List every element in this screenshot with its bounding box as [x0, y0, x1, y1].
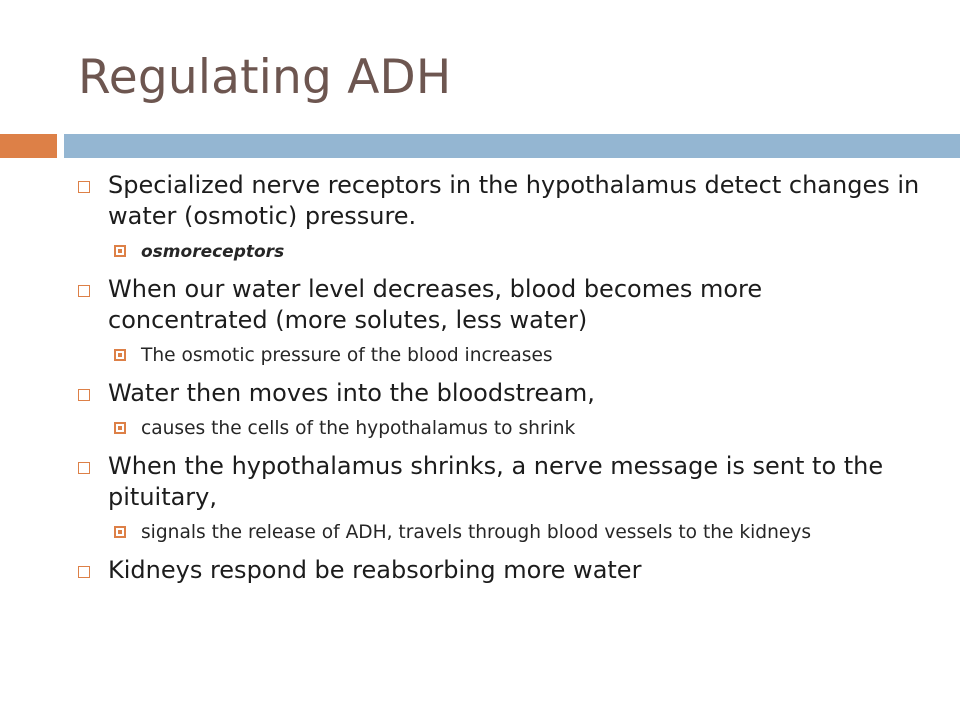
bullet-text: When our water level decreases, blood becomes more concentrated (more solutes, less water)	[108, 275, 763, 334]
filled-square-bullet-icon	[114, 245, 126, 257]
sub-bullet-text: causes the cells of the hypothalamus to shrink	[141, 418, 576, 439]
accent-bar	[0, 134, 57, 158]
bullet-item	[74, 170, 924, 232]
sub-bullet-text: The osmotic pressure of the blood increases	[141, 345, 553, 366]
bullet-text: Specialized nerve receptors in the hypothalamus detect changes in water (osmotic) pressure.	[108, 171, 920, 230]
bullet-text: When the hypothalamus shrinks, a nerve message is sent to the pituitary,	[108, 452, 884, 511]
sub-bullet-item	[74, 417, 924, 441]
bullet-item	[74, 555, 924, 586]
title-band	[64, 134, 960, 158]
hollow-square-bullet-icon	[78, 462, 90, 474]
bullet-text: Kidneys respond be reabsorbing more water	[108, 556, 642, 584]
bullet-item	[74, 378, 924, 409]
hollow-square-bullet-icon	[78, 389, 90, 401]
sub-bullet-item	[74, 521, 924, 545]
filled-square-bullet-icon	[114, 422, 126, 434]
hollow-square-bullet-icon	[78, 181, 90, 193]
bullet-item	[74, 274, 924, 336]
sub-bullet-text: osmoreceptors	[141, 242, 285, 262]
sub-bullet-item	[74, 240, 924, 264]
filled-square-bullet-icon	[114, 526, 126, 538]
filled-square-bullet-icon	[114, 349, 126, 361]
bullet-text: Water then moves into the bloodstream,	[108, 379, 595, 407]
slide-title: Regulating ADH	[78, 50, 452, 105]
hollow-square-bullet-icon	[78, 566, 90, 578]
bullet-item	[74, 451, 924, 513]
sub-bullet-item	[74, 344, 924, 368]
sub-bullet-text: signals the release of ADH, travels through blood vessels to the kidneys	[141, 522, 812, 543]
hollow-square-bullet-icon	[78, 285, 90, 297]
bullet-list	[74, 170, 924, 586]
